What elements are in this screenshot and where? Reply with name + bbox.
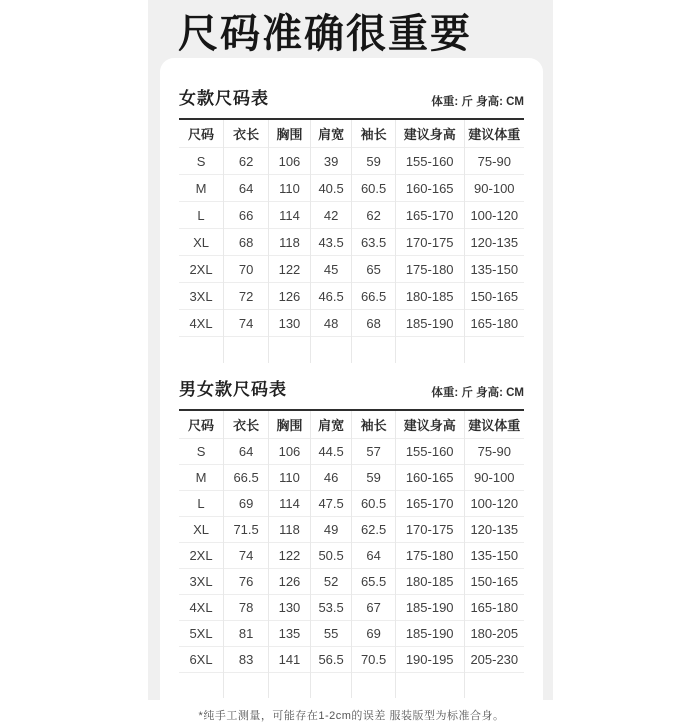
table-cell: 66.5 [224,465,269,491]
table-cell: 165-170 [395,202,464,229]
table-cell: 135 [269,621,311,647]
table-cell: 185-190 [395,621,464,647]
table-cell: 120-135 [464,229,524,256]
table-row [179,175,524,202]
table-cell: 170-175 [395,229,464,256]
table-cell: 39 [310,148,352,175]
table-cell: 2XL [189,261,213,277]
column-header: 建议体重 [464,120,524,148]
table-cell: 130 [269,595,311,621]
table-cell: 46 [310,465,352,491]
table-cell: 160-165 [395,175,464,202]
table-cell: 165-180 [464,310,524,337]
empty-cell [269,337,311,364]
table-head [179,120,524,148]
table-cell: 47.5 [310,491,352,517]
column-header: 建议体重 [464,411,524,439]
table-cell: 49 [310,517,352,543]
table-cell: 135-150 [464,543,524,569]
table-row [179,517,524,543]
table-row [179,621,524,647]
empty-cell [179,337,224,364]
table-body [179,439,524,699]
empty-cell [395,337,464,364]
table-cell: 78 [224,595,269,621]
section-header [179,363,524,400]
empty-cell [269,673,311,699]
table-cell: 63.5 [352,229,395,256]
table-cell: 126 [269,569,311,595]
table-cell: 43.5 [310,229,352,256]
column-header: 胸围 [269,411,311,439]
empty-cell [464,673,524,699]
table-cell: 185-190 [395,310,464,337]
table-cell: 83 [224,647,269,673]
table-cell: 106 [269,148,311,175]
unisex-size-table [179,411,524,698]
table-cell: 60.5 [352,491,395,517]
table-cell: 106 [269,439,311,465]
table-title: 女款尺码表 [179,89,269,108]
section-header [179,58,524,109]
units-label: 体重: 斤 身高: CM [431,387,524,399]
table-row [179,569,524,595]
womens-size-table [179,120,524,363]
table-cell: XL [193,522,209,537]
table-cell: 100-120 [464,202,524,229]
table-cell: L [197,496,205,511]
table-cell: 5XL [189,626,213,641]
column-header: 肩宽 [310,120,352,148]
table-cell: 74 [224,543,269,569]
table-cell: 45 [310,256,352,283]
table-cell: 155-160 [395,439,464,465]
column-header: 袖长 [352,120,395,148]
table-cell: 118 [269,517,311,543]
table-cell: XL [193,234,209,250]
table-cell: 60.5 [352,175,395,202]
table-cell: 110 [269,175,311,202]
table-cell: 69 [224,491,269,517]
table-cell: 40.5 [310,175,352,202]
table-cell: 42 [310,202,352,229]
table-cell: 48 [310,310,352,337]
table-row [179,310,524,337]
header-row [179,120,524,148]
table-cell: 141 [269,647,311,673]
table-row [179,229,524,256]
column-header: 建议身高 [395,411,464,439]
empty-cell [224,337,269,364]
table-body [179,148,524,364]
table-cell: 70.5 [352,647,395,673]
table-cell: 135-150 [464,256,524,283]
table-cell: 180-185 [395,283,464,310]
table-cell: 4XL [189,315,213,331]
table-cell: 50.5 [310,543,352,569]
table-row [179,283,524,310]
table-cell: 130 [269,310,311,337]
table-head [179,411,524,439]
table-cell: 122 [269,543,311,569]
table-cell: 6XL [189,652,213,667]
table-cell: 64 [352,543,395,569]
column-header: 建议身高 [395,120,464,148]
column-header: 尺码 [188,418,215,433]
table-cell: 53.5 [310,595,352,621]
table-cell: 71.5 [224,517,269,543]
table-cell: 67 [352,595,395,621]
table-cell: S [196,153,206,169]
column-header: 袖长 [352,411,395,439]
table-cell: 59 [352,148,395,175]
table-cell: L [197,207,205,223]
table-row [179,595,524,621]
table-row [179,148,524,175]
table-cell: 75-90 [464,439,524,465]
table-cell: 185-190 [395,595,464,621]
header-row [179,411,524,439]
table-cell: 66 [224,202,269,229]
table-cell: 3XL [189,288,213,304]
table-row [179,256,524,283]
table-row [179,491,524,517]
table-cell: 90-100 [464,465,524,491]
table-cell: 122 [269,256,311,283]
table-cell: 55 [310,621,352,647]
table-cell: 62 [352,202,395,229]
table-cell: 68 [224,229,269,256]
table-title: 男女款尺码表 [179,380,287,399]
table-cell: 4XL [189,600,213,615]
table-cell: 3XL [189,574,213,589]
table-row [179,202,524,229]
table-cell: 76 [224,569,269,595]
empty-cell [310,337,352,364]
table-cell: S [196,444,206,459]
table-cell: 150-165 [464,569,524,595]
empty-cell [310,673,352,699]
table-cell: 170-175 [395,517,464,543]
table-cell: 57 [352,439,395,465]
table-cell: 180-185 [395,569,464,595]
table-cell: 100-120 [464,491,524,517]
units-label: 体重: 斤 身高: CM [431,96,524,108]
table-cell: 175-180 [395,256,464,283]
table-cell: 126 [269,283,311,310]
table-cell: 175-180 [395,543,464,569]
table-cell: 205-230 [464,647,524,673]
table-cell: 155-160 [395,148,464,175]
table-cell: 150-165 [464,283,524,310]
empty-cell [179,673,224,699]
column-header: 胸围 [269,120,311,148]
table-cell: 110 [269,465,311,491]
table-cell: 62.5 [352,517,395,543]
table-cell: 46.5 [310,283,352,310]
table-cell: 66.5 [352,283,395,310]
table-cell: 81 [224,621,269,647]
table-cell: 90-100 [464,175,524,202]
table-cell: 160-165 [395,465,464,491]
table-cell: 165-180 [464,595,524,621]
column-header: 尺码 [188,127,215,142]
column-header: 肩宽 [310,411,352,439]
table-cell: 68 [352,310,395,337]
background-panel [148,0,553,722]
table-cell: 70 [224,256,269,283]
table-cell: 59 [352,465,395,491]
empty-cell [352,337,395,364]
table-cell: 64 [224,175,269,202]
table-cell: 64 [224,439,269,465]
table-cell: 190-195 [395,647,464,673]
table-cell: 74 [224,310,269,337]
table-cell: M [195,180,207,196]
table-cell: 2XL [189,548,213,563]
table-cell: 65 [352,256,395,283]
table-cell: 114 [269,491,311,517]
empty-row [179,337,524,364]
table-cell: 65.5 [352,569,395,595]
table-cell: 165-170 [395,491,464,517]
empty-cell [224,673,269,699]
table-cell: 56.5 [310,647,352,673]
column-header: 衣长 [224,411,269,439]
size-chart-card [160,58,543,722]
measurement-note: *纯手工测量，可能存在1-2cm的误差 服装版型为标准合身。 [198,710,505,722]
table-cell: 72 [224,283,269,310]
womens-size-section [179,58,524,363]
page-title: 尺码准确很重要 [178,12,472,56]
table-cell: 180-205 [464,621,524,647]
table-row [179,465,524,491]
table-row [179,543,524,569]
table-row [179,647,524,673]
table-row [179,439,524,465]
table-cell: 114 [269,202,311,229]
empty-cell [395,673,464,699]
table-cell: 120-135 [464,517,524,543]
unisex-size-section [179,363,524,698]
empty-row [179,673,524,699]
table-cell: 69 [352,621,395,647]
empty-cell [352,673,395,699]
table-cell: 52 [310,569,352,595]
table-cell: 75-90 [464,148,524,175]
table-cell: 62 [224,148,269,175]
table-cell: M [195,470,207,485]
table-cell: 118 [269,229,311,256]
table-cell: 44.5 [310,439,352,465]
column-header: 衣长 [224,120,269,148]
empty-cell [464,337,524,364]
